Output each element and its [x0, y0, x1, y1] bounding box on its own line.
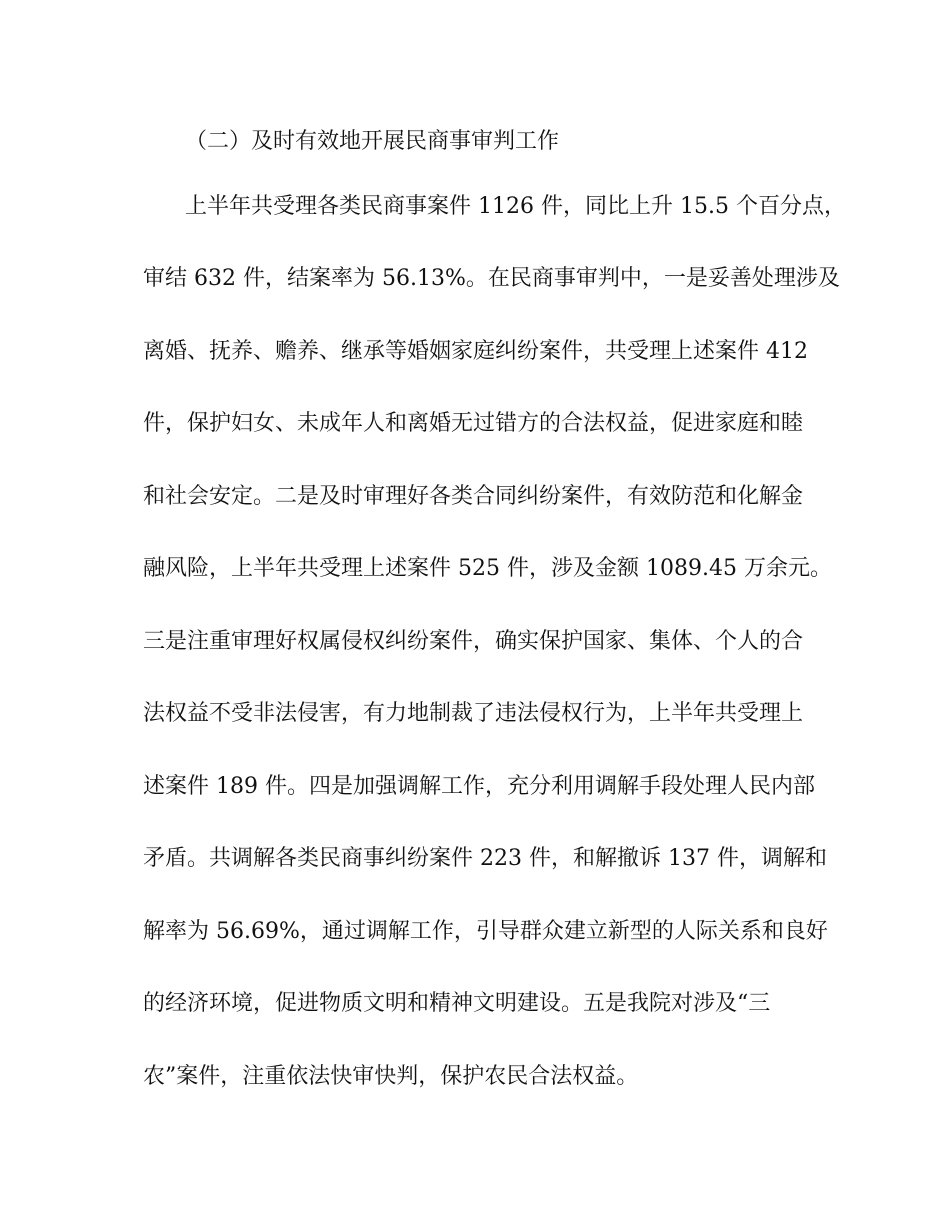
paragraph-line: 解率为 56.69%，通过调解工作，引导群众建立新型的人际关系和良好	[143, 919, 828, 944]
paragraph-line: 件，保护妇女、未成年人和离婚无过错方的合法权益，促进家庭和睦	[143, 411, 804, 436]
paragraph-line: 审结 632 件，结案率为 56.13%。在民商事审判中，一是妥善处理涉及	[143, 266, 840, 291]
paragraph-line: 的经济环境，促进物质文明和精神文明建设。五是我院对涉及“三	[143, 991, 771, 1016]
paragraph-line: 矛盾。共调解各类民商事纠纷案件 223 件，和解撤诉 137 件，调解和	[143, 846, 827, 871]
paragraph-line: 和社会安定。二是及时审理好各类合同纠纷案件，有效防范和化解金	[143, 484, 804, 509]
paragraph-line: 农”案件，注重依法快审快判，保护农民合法权益。	[143, 1064, 639, 1089]
paragraph-line: 三是注重审理好权属侵权纠纷案件，确实保护国家、集体、个人的合	[143, 629, 804, 654]
paragraph-line: 法权益不受非法侵害，有力地制裁了违法侵权行为，上半年共受理上	[143, 701, 804, 726]
paragraph-line: 融风险，上半年共受理上述案件 525 件，涉及金额 1089.45 万余元。	[143, 556, 832, 581]
paragraph-line: 离婚、抚养、赡养、继承等婚姻家庭纠纷案件，共受理上述案件 412	[143, 339, 808, 364]
paragraph-line: 上半年共受理各类民商事案件 1126 件，同比上升 15.5 个百分点，	[185, 194, 846, 219]
section-heading: （二）及时有效地开展民商事审判工作	[185, 129, 560, 154]
paragraph-line: 述案件 189 件。四是加强调解工作，充分利用调解手段处理人民内部	[143, 774, 815, 799]
